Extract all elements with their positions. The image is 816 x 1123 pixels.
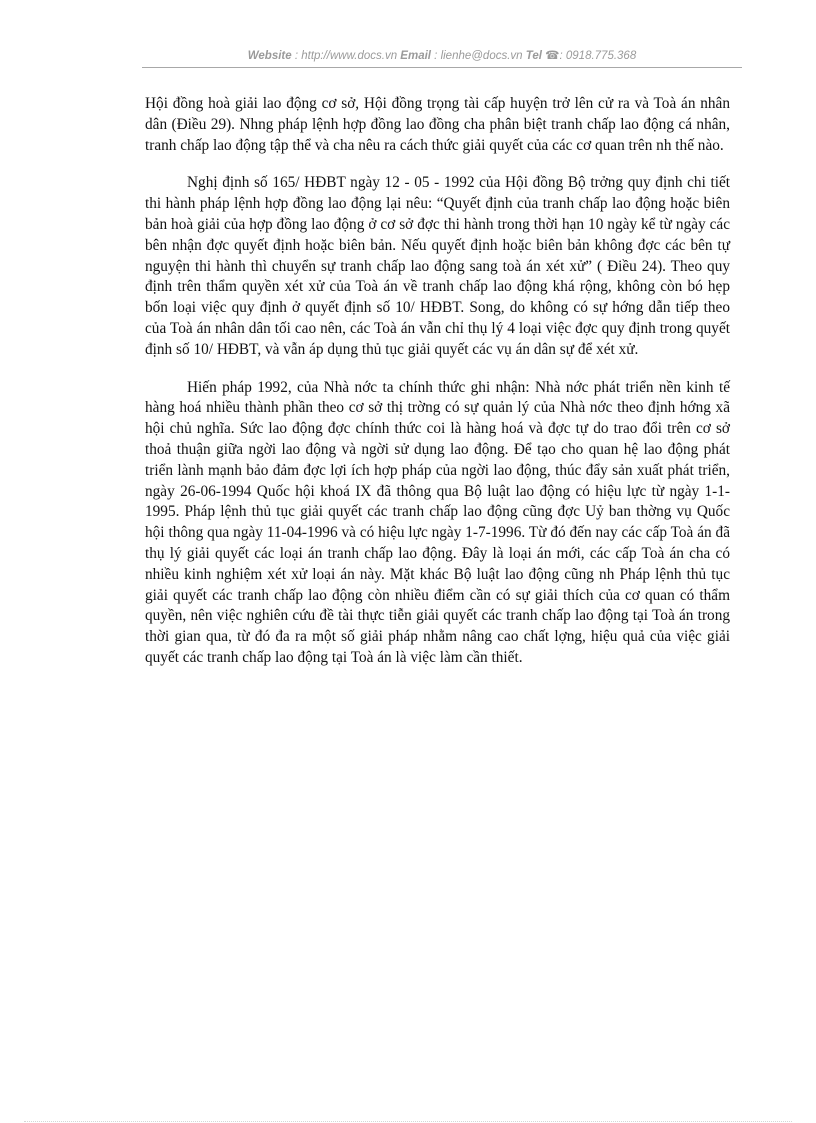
page-header <box>142 48 742 66</box>
paragraph-2: Nghị định số 165/ HĐBT ngày 12 - 05 - 1992 của Hội đồng Bộ trởng quy định chi tiết thi hành pháp lệnh hợp đồng lao động lại nêu: “Quyết định của tranh chấp lao động hoặc biên bản hoà giải của hợp đồng lao động ở cơ sở đợc thi hành trong thời hạn 10 ngày kể từ ngày các bên nhận đợc quyết định hoặc biên bản. Nếu quyết định hoặc biên bản không đợc các bên tự nguyện thi hành thì chuyển sự tranh chấp lao động sang toà án xét xử” ( Điều 24). Theo quy định trên thẩm quyền xét xử của Toà án về tranh chấp lao động khá rộng, không còn bó hẹp bốn loại việc quy định ở quyết định số 10/ HĐBT. Song, do không có sự hớng dẫn tiếp theo của Toà án nhân dân tối cao nên, các Toà án vẫn chỉ thụ lý 4 loại việc đợc quy định trong quyết định số 10/ HĐBT, và vẫn áp dụng thủ tục giải quyết các vụ án dân sự để xét xử. <box>145 174 730 358</box>
paragraph-3: Hiến pháp 1992, của Nhà nớc ta chính thức ghi nhận: Nhà nớc phát triển nền kinh tế hàng hoá nhiều thành phần theo cơ sở thị trờng có sự quản lý của Nhà nớc theo định hớng xã hội chủ nghĩa. Sức lao động đợc chính thức coi là hàng hoá và đợc tự do trao đổi trên cơ sở thoả thuận giữa ngời lao động và ngời sử dụng lao động. Để tạo cho quan hệ lao động phát triển lành mạnh bảo đảm đợc lợi ích hợp pháp của ngời lao động, thúc đẩy sản xuất phát triển, ngày 26-06-1994 Quốc hội khoá IX đã thông qua Bộ luật lao động có hiệu lực từ ngày 1-1-1995. Pháp lệnh thủ tục giải quyết các tranh chấp lao động cũng đợc Uỷ ban thờng vụ Quốc hội thông qua ngày 11-04-1996 và có hiệu lực ngày 1-7-1996. Từ đó đến nay các cấp Toà án đã thụ lý giải quyết các loại án tranh chấp lao động. Đây là loại án mới, các cấp Toà án cha có nhiều kinh nghiệm xét xử loại án này. Mặt khác Bộ luật lao động cũng nh Pháp lệnh thủ tục giải quyết các tranh chấp lao động còn nhiều điểm cần có sự giải thích của cơ quan có thẩm quyền, nên việc nghiên cứu đề tài thực tiễn giải quyết các tranh chấp lao động tại Toà án trong thời gian qua, từ đó đa ra một số giải pháp nhằm nâng cao chất lợng, hiệu quả của việc giải quyết các tranh chấp lao động tại Toà án là việc làm cần thiết. <box>145 378 730 666</box>
footer-divider <box>24 1121 792 1122</box>
document-body <box>145 94 730 686</box>
email-label: Email <box>400 50 431 62</box>
header-divider <box>142 67 742 68</box>
tel-value: ☎: 0918.775.368 <box>541 50 637 62</box>
paragraph-1: Hội đồng hoà giải lao động cơ sở, Hội đồng trọng tài cấp huyện trở lên cử ra và Toà án nhân dân (Điều 29). Nhng pháp lệnh hợp đồng lao đồng cha phân biệt tranh chấp lao động cá nhân, tranh chấp lao động tập thể và cha nêu ra cách thức giải quyết của các cơ quan trên nh thế nào. <box>145 95 730 154</box>
email-value[interactable]: : lienhe@docs.vn <box>430 50 526 62</box>
website-value[interactable]: : http://www.docs.vn <box>291 50 401 62</box>
website-label: Website <box>247 50 292 62</box>
tel-label: Tel <box>525 50 542 62</box>
